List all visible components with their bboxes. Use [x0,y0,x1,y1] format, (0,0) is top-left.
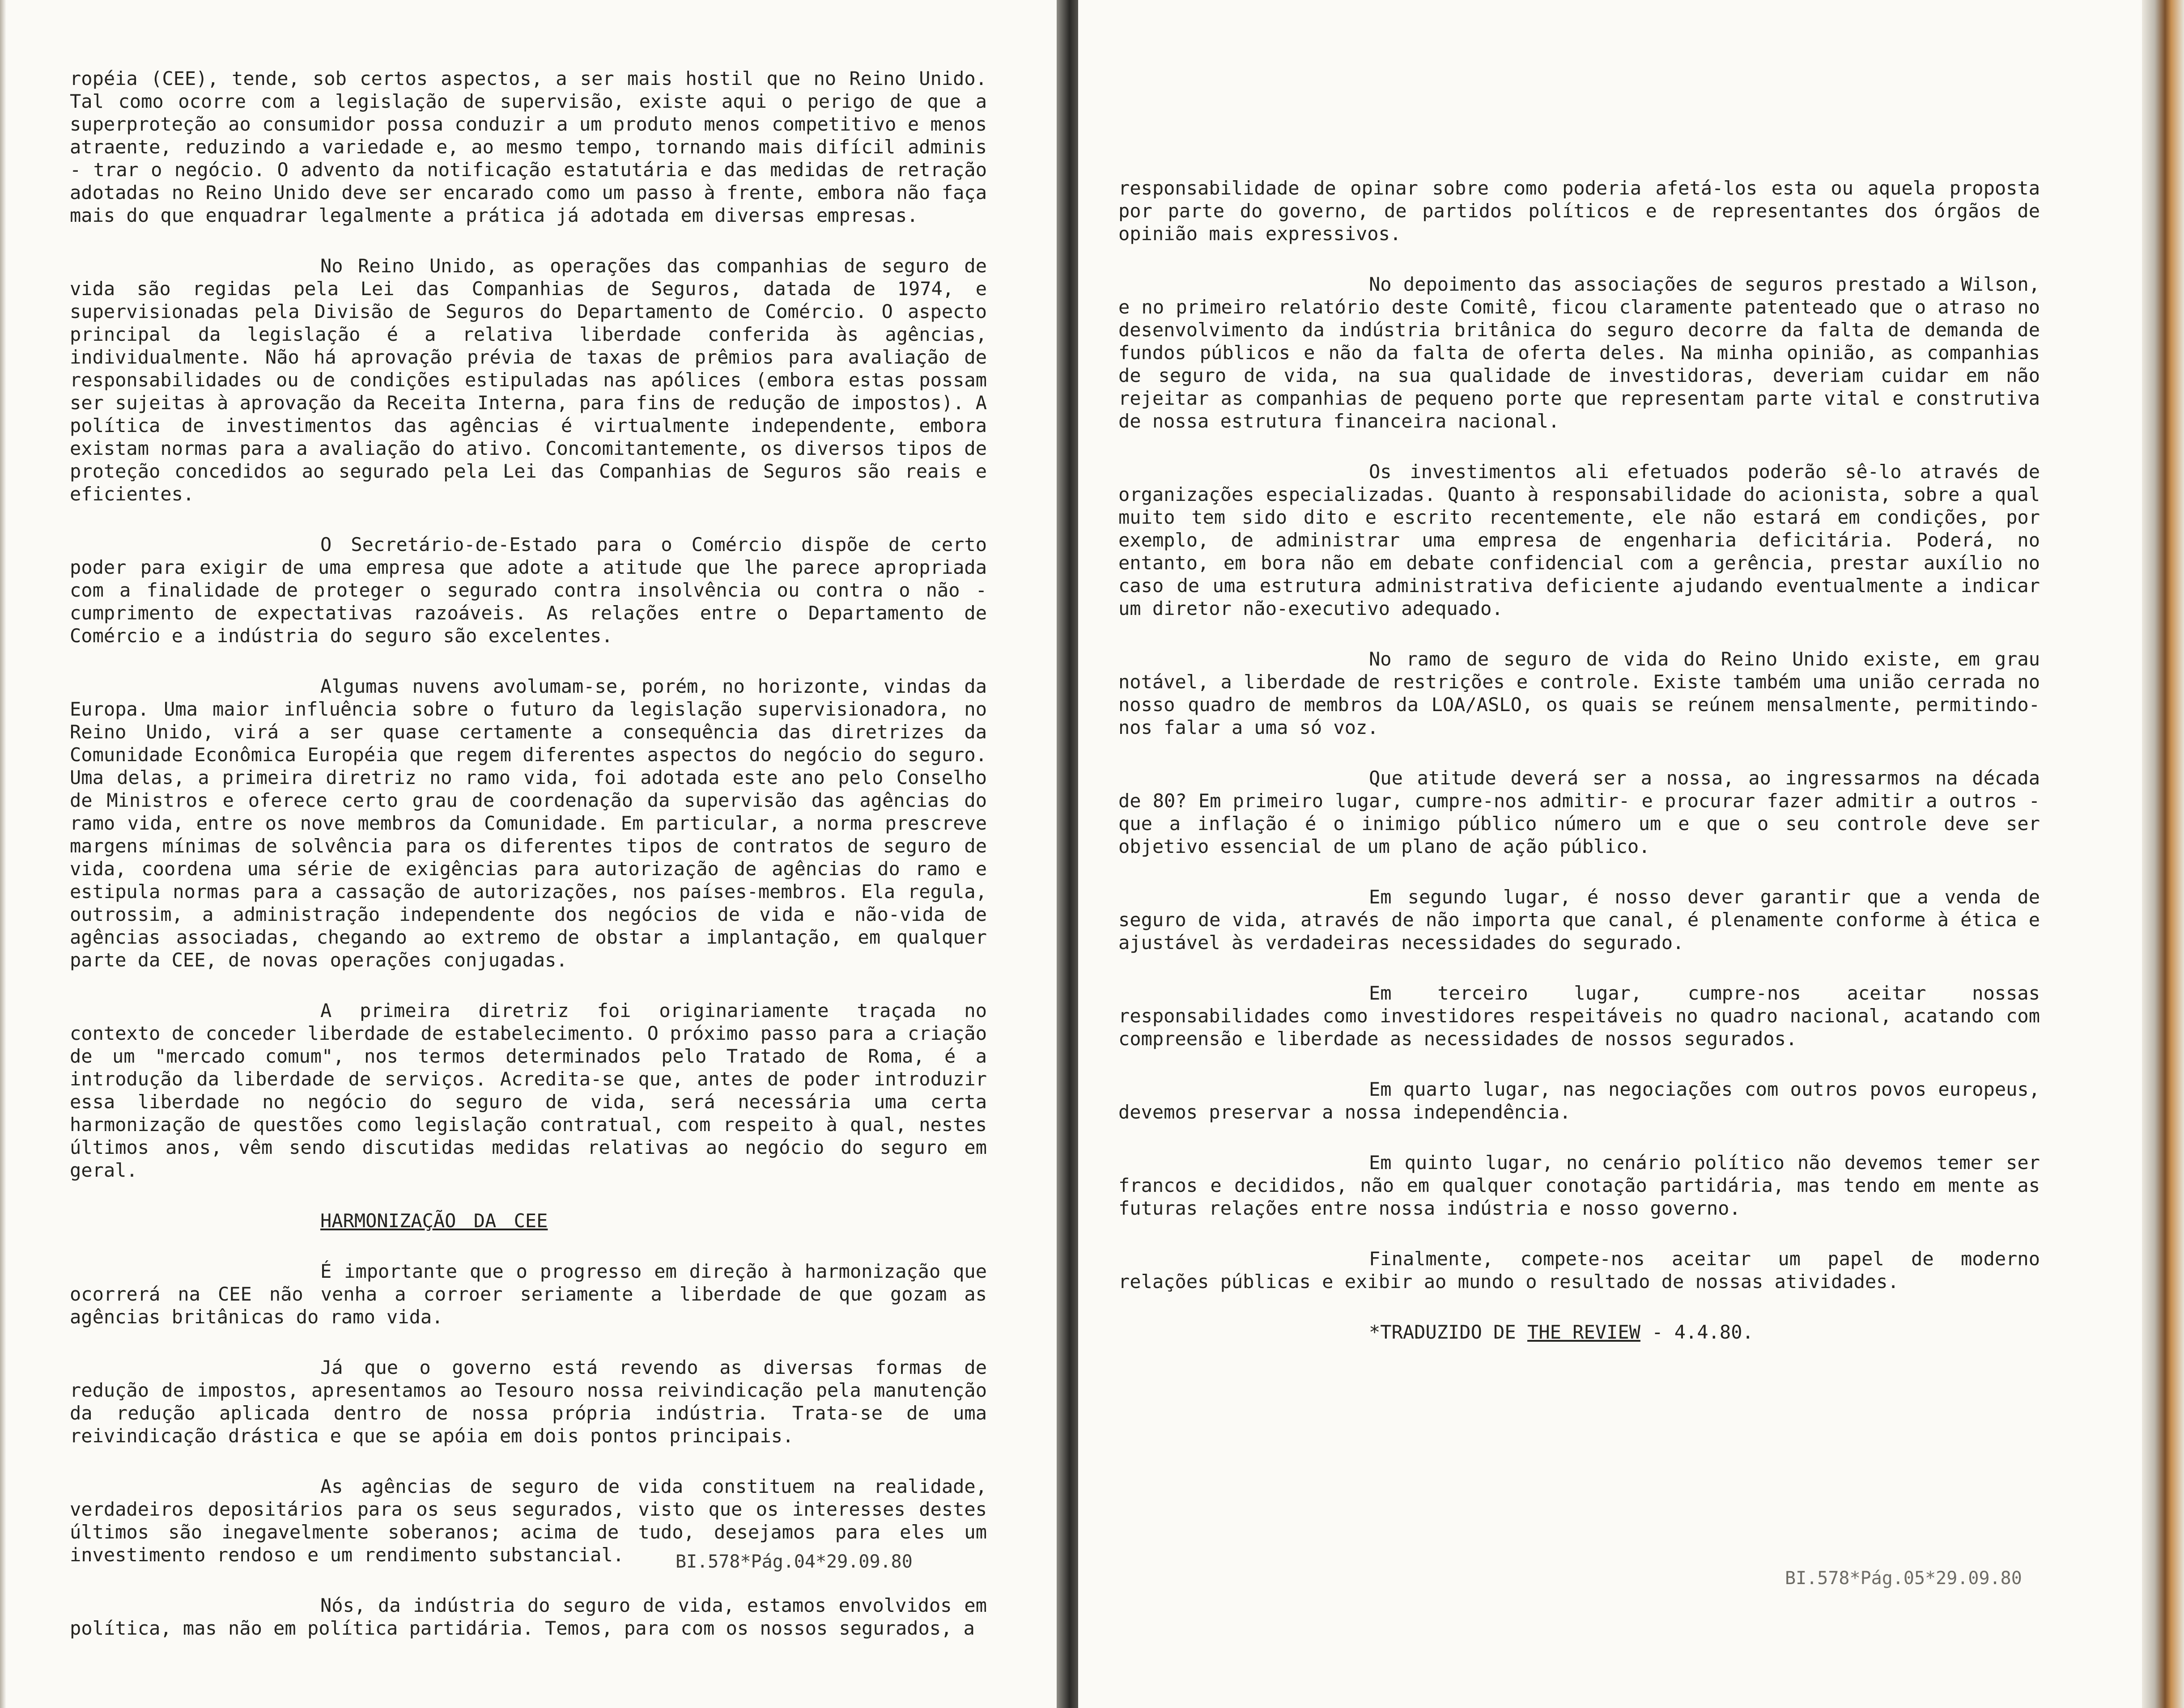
paragraph: As agências de seguro de vida constituem na realidade, verdadeiros depositários para os seus segurados, visto que os interesses destes últimos são inegavelmente soberanos; acima de tudo, desejamos para eles um investimento rendoso e um rendimento substancial. [70,1475,987,1566]
paragraph: Em quarto lugar, nas negociações com outros povos europeus, devemos preservar a nossa independência. [1118,1078,2040,1123]
source-prefix: *TRADUZIDO DE [1369,1321,1516,1343]
source-date: - 4.4.80. [1652,1321,1754,1343]
section-heading: HARMONIZAÇÃO DA CEE [320,1210,548,1232]
left-page [0,0,1057,1708]
right-text-column [1118,177,2040,1344]
paragraph: Em terceiro lugar, cumpre-nos aceitar nossas responsabilidades como investidores respeitáveis no quadro nacional, acatando com compreensão e liberdade as necessidades de nossos segurados. [1118,982,2040,1050]
page-footer: BI.578*Pág.05*29.09.80 [1785,1568,2022,1589]
paragraph: Em segundo lugar, é nosso dever garantir que a venda de seguro de vida, através de não importa que canal, é plenamente conforme à ética e ajustável às verdadeiras necessidades do segurado. [1118,886,2040,954]
page-footer: BI.578*Pág.04*29.09.80 [676,1551,913,1572]
paragraph: A primeira diretriz foi originariamente traçada no contexto de conceder liberdade de estabelecimento. O próximo passo para a criação de um "mercado comum", nos termos determinados pelo Tratado de Roma, é a introdução da liberdade de serviços. Acredita-se que, antes de poder introduzir essa liberdade no negócio do seguro de vida, será necessária uma certa harmonização de questões como legislação contratual, com respeito à qual, nestes últimos anos, vêm sendo discutidas medidas relativas ao negócio do seguro em geral. [70,1000,987,1181]
paragraph: Já que o governo está revendo as diversas formas de redução de impostos, apresentamos ao Tesouro nossa reivindicação pela manutenção da redução aplicada dentro de nossa própria indústria. Trata-se de uma reivindicação drástica e que se apóia em dois pontos principais. [70,1356,987,1447]
paragraph: Que atitude deverá ser a nossa, ao ingressarmos na década de 80? Em primeiro lugar, cumpre-nos admitir- e procurar fazer admitir a outros - que a inflação é o inimigo público número um e que o seu controle deve ser objetivo essencial de um plano de ação público. [1118,767,2040,857]
paragraph: É importante que o progresso em direção à harmonização que ocorrerá na CEE não venha a corroer seriamente a liberdade de que gozam as agências britânicas do ramo vida. [70,1260,987,1328]
left-text-column [70,67,987,1667]
paragraph: Em quinto lugar, no cenário político não devemos temer ser francos e decididos, não em qualquer conotação partidária, mas tendo em mente as futuras relações entre nossa indústria e nosso governo. [1118,1152,2040,1219]
paragraph: Os investimentos ali efetuados poderão sê-lo através de organizações especializadas. Quanto à responsabilidade do acionista, sobre a qual muito tem sido dito e escrito recentemente, ele não estará em condições, por exemplo, de administrar uma empresa de engenharia deficitária. Poderá, no entanto, em bora não em debate confidencial com a gerência, prestar auxílio no caso de uma estrutura administrativa deficiente ajudando eventualmente a indicar um diretor não-executivo adequado. [1118,461,2040,619]
paragraph: Algumas nuvens avolumam-se, porém, no horizonte, vindas da Europa. Uma maior influência sobre o futuro da legislação supervisionadora, no Reino Unido, virá a ser quase certamente a consequência das diretrizes da Comunidade Econômica Européia que regem diferentes aspectos do negócio do seguro. Uma delas, a primeira diretriz no ramo vida, foi adotada este ano pelo Conselho de Ministros e oferece certo grau de coordenação da supervisão das agências do ramo vida, entre os nove membros da Comunidade. Em particular, a norma prescreve margens mínimas de solvência para os diferentes tipos de contratos de seguro de vida, coordena uma série de exigências para autorização de agências do ramo e estipula normas para a cassação de autorizações, nos países-membros. Ela regula, outrossim, a administração independente dos negócios de vida e não-vida de agências associadas, chegando ao extremo de obstar a implantação, em qualquer parte da CEE, de novas operações conjugadas. [70,675,987,971]
source-note [1369,1321,2040,1344]
paragraph: Finalmente, compete-nos aceitar um papel de moderno relações públicas e exibir ao mundo o resultado de nossas atividades. [1118,1248,2040,1293]
binding-gutter [1057,0,1078,1708]
paragraph: No ramo de seguro de vida do Reino Unido existe, em grau notável, a liberdade de restrições e controle. Existe também uma união cerrada no nosso quadro de membros da LOA/ASLO, os quais se reúnem mensalmente, permitindo-nos falar a uma só voz. [1118,648,2040,738]
paragraph: O Secretário-de-Estado para o Comércio dispõe de certo poder para exigir de uma empresa que adote a atitude que lhe parece apropriada com a finalidade de proteger o segurado contra insolvência ou contra o não - cumprimento de expectativas razoáveis. As relações entre o Departamento de Comércio e a indústria do seguro são excelentes. [70,534,987,647]
book-edge [2142,0,2184,1708]
right-page [1078,0,2142,1708]
source-title: THE REVIEW [1527,1321,1640,1343]
paragraph: No Reino Unido, as operações das companhias de seguro de vida são regidas pela Lei das Companhias de Seguros, datada de 1974, e supervisionadas pela Divisão de Seguros do Departamento de Comércio. O aspecto principal da legislação é a relativa liberdade conferida às agências, individualmente. Não há aprovação prévia de taxas de prêmios para avaliação de responsabilidades ou de condições estipuladas nas apólices (embora estas possam ser sujeitas à aprovação da Receita Interna, para fins de redução de impostos). A política de investimentos das agências é virtualmente independente, embora existam normas para a avaliação do ativo. Concomitantemente, os diversos tipos de proteção concedidos ao segurado pela Lei das Companhias de Seguros são reais e eficientes. [70,255,987,505]
paragraph: ropéia (CEE), tende, sob certos aspectos, a ser mais hostil que no Reino Unido. Tal como ocorre com a legislação de supervisão, existe aqui o perigo de que a superproteção ao consumidor possa conduzir a um produto menos competitivo e menos atraente, reduzindo a variedade e, ao mesmo tempo, tornando mais difícil adminis - trar o negócio. O advento da notificação estatutária e das medidas de retração adotadas no Reino Unido deve ser encarado como um passo à frente, embora não faça mais do que enquadrar legalmente a prática já adotada em diversas empresas. [70,68,987,226]
page-edge [0,0,6,1708]
paragraph: Nós, da indústria do seguro de vida, estamos envolvidos em política, mas não em política partidária. Temos, para com os nossos segurados, a [70,1594,987,1639]
paragraph: No depoimento das associações de seguros prestado a Wilson, e no primeiro relatório deste Comitê, ficou claramente patenteado que o atraso no desenvolvimento da indústria britânica do seguro decorre da falta de demanda de fundos públicos e não da falta de oferta deles. Na minha opinião, as companhias de seguro de vida, na sua qualidade de investidoras, deveriam cuidar em não rejeitar as companhias de pequeno porte que representam parte vital e construtiva de nossa estrutura financeira nacional. [1118,273,2040,432]
paragraph: responsabilidade de opinar sobre como poderia afetá-los esta ou aquela proposta por parte do governo, de partidos políticos e de representantes dos órgãos de opinião mais expressivos. [1118,177,2040,245]
